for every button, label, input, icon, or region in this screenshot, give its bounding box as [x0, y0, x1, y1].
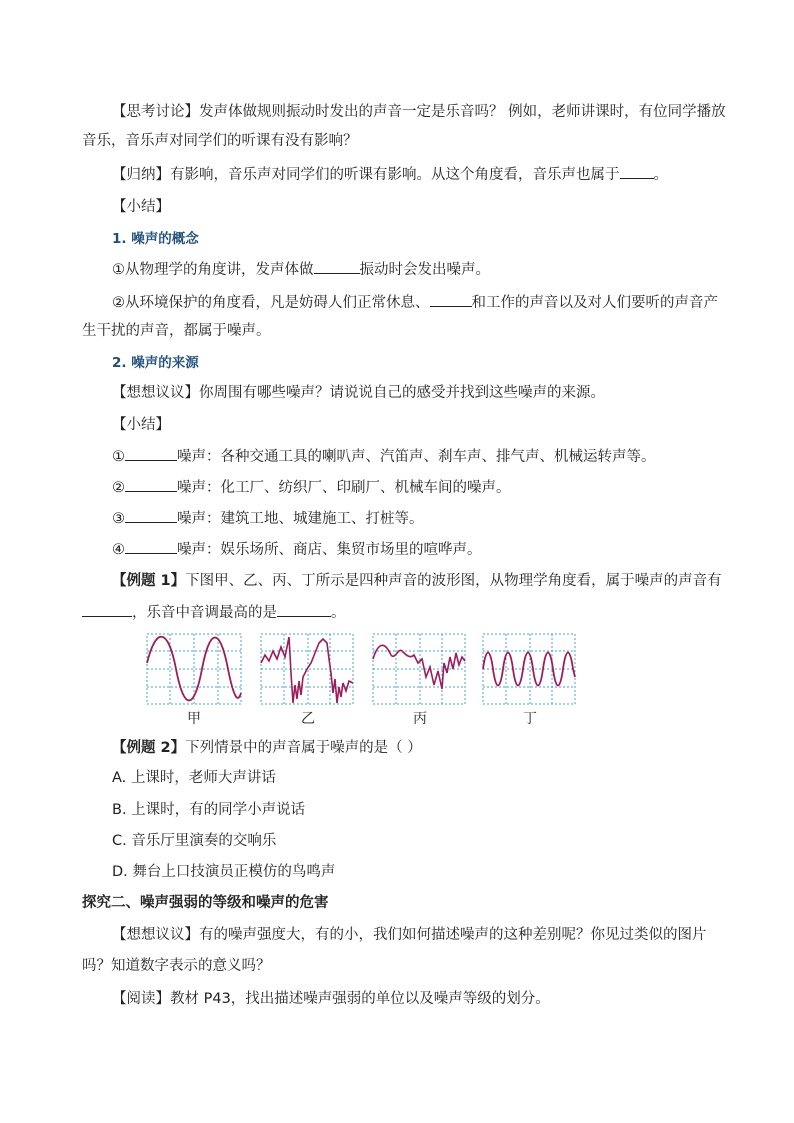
think-talk-2-text: 有的噪声强度大，有的小，我们如何描述噪声的这种差别呢？你见过类似的图片 — [199, 927, 707, 943]
reading-line — [112, 989, 550, 1009]
source-text: 噪声：娱乐场所、商店、集贸市场里的喧哗声。 — [177, 542, 482, 558]
think-talk-tag: 【想想议议】 — [112, 385, 199, 401]
source-item-1 — [112, 446, 656, 467]
conclusion-line — [112, 164, 668, 185]
source-num: ④ — [112, 542, 125, 558]
example-2-text: 下列情景中的声音属于噪声的是（ ） — [185, 740, 422, 756]
think-discuss-tag: 【思考讨论】 — [112, 104, 199, 120]
source-text: 噪声：建筑工地、城建施工、打桩等。 — [177, 511, 424, 527]
period: 。 — [331, 605, 346, 621]
waveform-bing — [372, 633, 466, 705]
example-2-tag: 【例题 2】 — [112, 740, 186, 756]
answer-blank[interactable] — [620, 164, 654, 179]
answer-blank[interactable] — [125, 446, 177, 461]
option-d[interactable]: D. 舞台上口技演员正模仿的鸟鸣声 — [112, 864, 336, 880]
think-discuss-text: 发声体做规则振动时发出的声音一定是乐音吗？ 例如，老师讲课时，有位同学播放 — [199, 104, 726, 120]
source-text: 噪声：各种交通工具的喇叭声、汽笛声、刹车声、排气声、机械运转声等。 — [177, 449, 656, 465]
think-discuss-line-2: 音乐，音乐声对同学们的听课有没有影响？ — [82, 133, 358, 149]
section-2-heading: 探究二、噪声强弱的等级和噪声的危害 — [82, 895, 329, 911]
answer-blank[interactable] — [125, 539, 177, 554]
concept-item-2-post: 和工作的声音以及对人们要听的声音产 — [471, 295, 718, 311]
think-talk-2-line-2: 吗？知道数字表示的意义吗？ — [82, 958, 271, 974]
reading-tag: 【阅读】 — [112, 991, 170, 1007]
example-1-tag: 【例题 1】 — [112, 573, 186, 589]
period: 。 — [653, 167, 668, 183]
source-num: ① — [112, 449, 125, 465]
conclusion-text: 有影响，音乐声对同学们的听课有影响。从这个角度看，音乐声也属于 — [170, 167, 620, 183]
concept-item-2 — [112, 292, 718, 313]
concept-item-2-line-2: 生干扰的声音，都属于噪声。 — [82, 323, 271, 339]
answer-blank[interactable] — [430, 292, 472, 307]
source-item-3 — [112, 508, 424, 529]
concept-item-1 — [112, 259, 490, 280]
waveform-label-ding: 丁 — [523, 711, 537, 727]
option-c[interactable]: C. 音乐厅里演奏的交响乐 — [112, 833, 277, 849]
think-talk-2-tag: 【想想议议】 — [112, 927, 199, 943]
example-1-mid: ，乐音中音调最高的是 — [132, 605, 277, 621]
source-num: ② — [112, 480, 125, 496]
example-2-line — [112, 738, 422, 758]
answer-blank[interactable] — [314, 259, 360, 274]
option-b[interactable]: B. 上课时，有的同学小声说话 — [112, 802, 306, 818]
concept-item-1-pre: ①从物理学的角度讲，发声体做 — [112, 262, 314, 278]
waveform-label-jia: 甲 — [187, 711, 201, 727]
heading-noise-concept: 1. 噪声的概念 — [112, 231, 199, 247]
waveform-ding — [482, 633, 576, 705]
grid — [483, 634, 575, 704]
waveform-label-yi: 乙 — [301, 711, 315, 727]
waveform-yi — [260, 633, 354, 705]
grid — [373, 634, 465, 704]
answer-blank[interactable] — [125, 508, 177, 523]
grid — [147, 634, 241, 704]
summary-label-2: 【小结】 — [112, 417, 170, 433]
option-a[interactable]: A. 上课时，老师大声讲话 — [112, 770, 276, 786]
concept-item-2-pre: ②从环境保护的角度看，凡是妨碍人们正常休息、 — [112, 295, 430, 311]
summary-label-1: 【小结】 — [112, 199, 170, 215]
think-talk-2-line-1 — [112, 925, 707, 945]
answer-blank[interactable] — [125, 477, 177, 492]
example-1-line-2 — [82, 602, 346, 623]
waveform-jia — [146, 633, 242, 705]
answer-blank[interactable] — [277, 602, 331, 617]
source-text: 噪声：化工厂、纺织厂、印刷厂、机械车间的噪声。 — [177, 480, 511, 496]
reading-text: 教材 P43，找出描述噪声强弱的单位以及噪声等级的划分。 — [170, 991, 550, 1007]
example-1-line-1 — [112, 571, 722, 591]
source-item-4 — [112, 539, 482, 560]
waveform-label-bing: 丙 — [413, 711, 427, 727]
think-talk-line — [112, 383, 605, 403]
conclusion-tag: 【归纳】 — [112, 167, 170, 183]
think-discuss-line-1 — [112, 102, 726, 122]
source-num: ③ — [112, 511, 125, 527]
concept-item-1-post: 振动时会发出噪声。 — [359, 262, 490, 278]
source-item-2 — [112, 477, 511, 498]
wave-line — [261, 637, 353, 703]
wave-line — [373, 645, 465, 689]
think-talk-text: 你周围有哪些噪声？请说说自己的感受并找到这些噪声的来源。 — [199, 385, 605, 401]
example-1-text: 下图甲、乙、丙、丁所示是四种声音的波形图，从物理学角度看，属于噪声的声音有 — [185, 573, 722, 589]
heading-noise-source: 2. 噪声的来源 — [112, 355, 199, 371]
answer-blank[interactable] — [82, 602, 132, 617]
